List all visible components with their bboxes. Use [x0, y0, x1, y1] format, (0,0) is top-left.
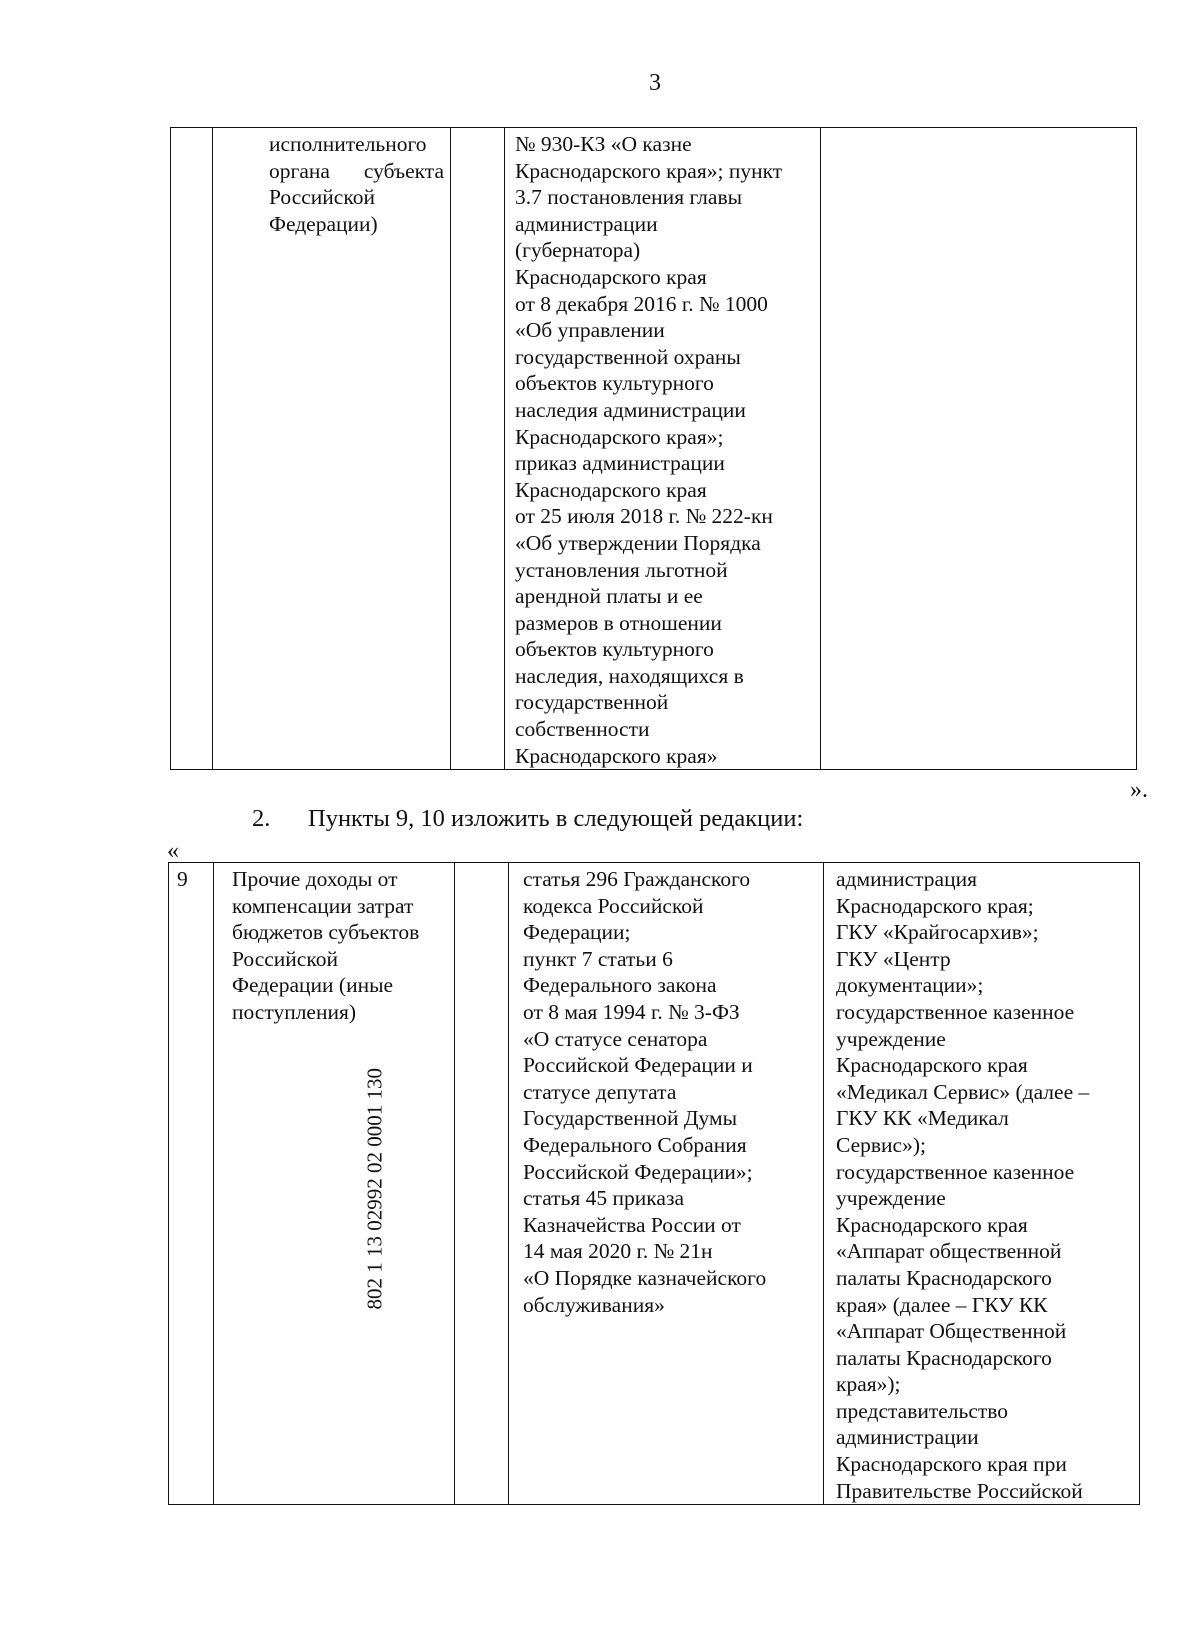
legal-basis-text: статья 296 Гражданского кодекса Российской Федерации; пункт 7 статьи 6 Федерального закона от 8 мая 1994 г. № 3-ФЗ «О статусе сенатора Российской Федерации и статусе депутата Государственной Думы Федерального Собрания Российской Федерации»; статья 45 приказа Казначейства России от 14 мая 2020 г. № 21н «О Порядке казначейского обслуживания» [523, 867, 767, 1317]
legal-basis-cell [509, 863, 824, 1505]
income-name-cell [213, 128, 451, 770]
section-heading [252, 805, 803, 833]
table-row [169, 863, 1140, 1505]
income-name-line-justified [269, 158, 444, 185]
section-number: 2. [252, 805, 271, 832]
row-number-cell [171, 128, 213, 770]
income-name-line: Российской [269, 185, 375, 210]
section-text: Пункты 9, 10 изложить в следующей редакции: [308, 805, 804, 832]
income-name: Прочие доходы от компенсации затрат бюджетов субъектов Российской Федерации (иные поступления) [232, 867, 420, 1024]
closing-quote: ». [1130, 777, 1148, 803]
income-name-word: органа [269, 158, 330, 183]
kbk-cell [361, 863, 509, 1505]
table-new-items [168, 862, 1140, 1505]
table-row [171, 128, 1137, 770]
opening-quote: « [167, 838, 179, 864]
administrators-text: администрация Краснодарского края; ГКУ «Крайгосархив»; ГКУ «Центр документации»; государственное казенное учреждение Краснодарского края «Медикал Сервис» (далее – ГКУ КК «Медикал Сервис»); государственное казенное учреждение Краснодарского края «Аппарат общественной палаты Краснодарского края» (далее – ГКУ КК «Аппарат Общественной палаты Краснодарского края»); представительство администрации Краснодарского края при Правительстве Российской [836, 867, 1090, 1503]
kbk-cell [451, 128, 505, 770]
administrator-cell [821, 128, 1137, 770]
row-number-cell [169, 863, 214, 1505]
legal-basis-cell [505, 128, 821, 770]
administrator-cell [824, 863, 1140, 1505]
income-name-cell [214, 863, 455, 1505]
row-number: 9 [177, 867, 188, 891]
table-continuation [170, 127, 1137, 770]
income-name-line: исполнительного [269, 132, 427, 156]
income-name-word: субъекта [363, 158, 444, 183]
income-name-line: Федерации) [269, 211, 378, 236]
legal-basis-text: № 930-КЗ «О казне Краснодарского края»; пункт 3.7 постановления главы администрации (губернатора) Краснодарского края от 8 декабря 2016 г. № 1000 «Об управлении государственной охраны объектов культурного наследия администрации Краснодарского края»; приказ администрации Краснодарского края от 25 июля 2018 г. № 222-кн «Об утверждении Порядка установления льготной арендной платы и ее размеров в отношении объектов культурного наследия, находящихся в государственной собственности Краснодарского края» [515, 132, 783, 768]
kbk-code: 802 1 13 02992 02 0001 130 [361, 1068, 386, 1310]
page-number: 3 [649, 70, 661, 96]
